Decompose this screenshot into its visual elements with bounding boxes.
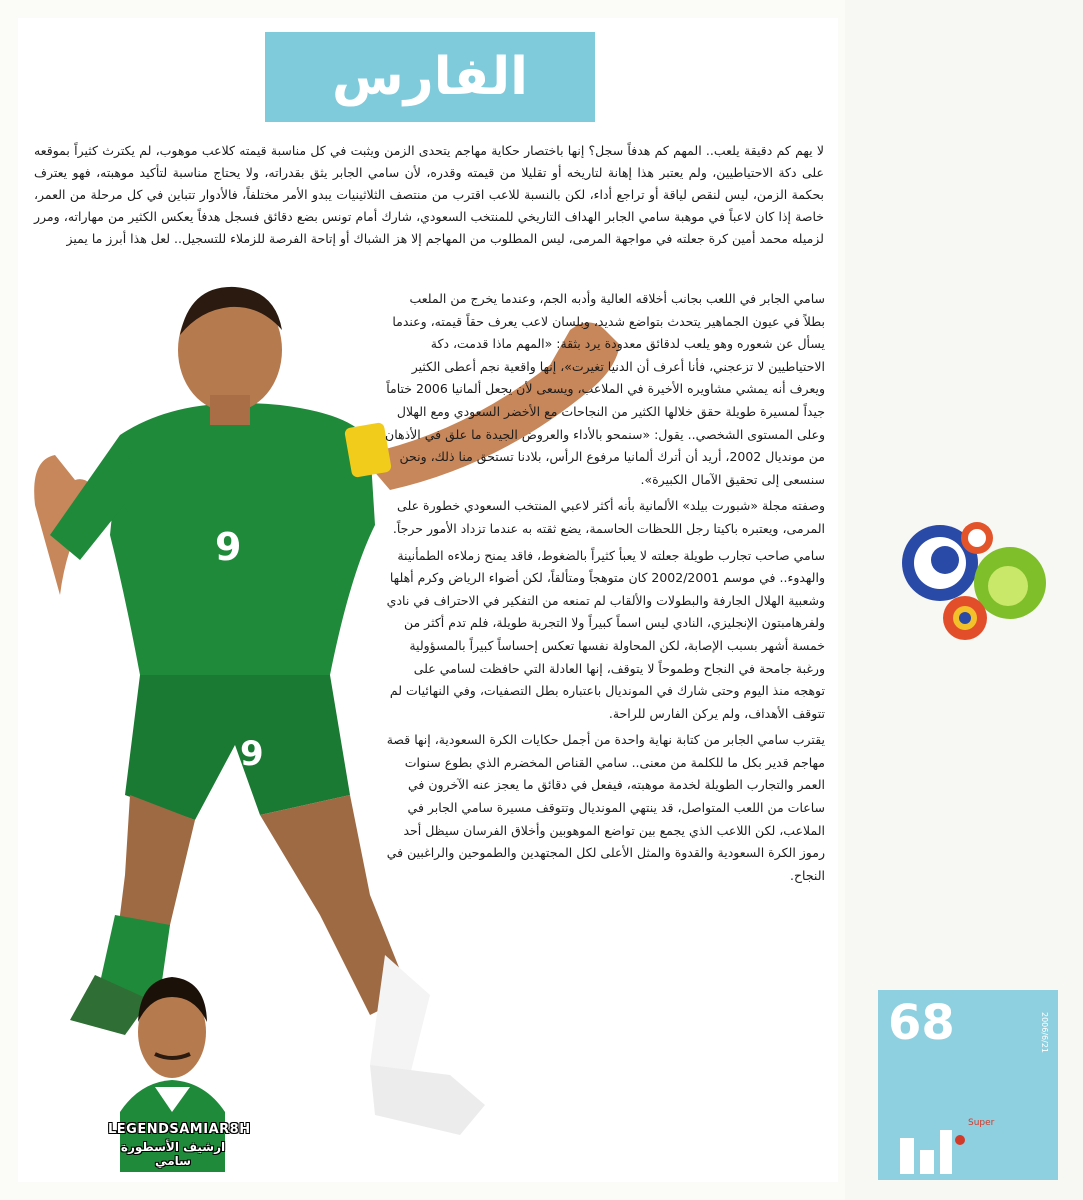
- issue-date: 2006/6/21: [1040, 1012, 1049, 1054]
- archive-badge-english: LEGENDSAMIAR8H: [108, 1122, 251, 1137]
- paragraph-4: يقترب سامي الجابر من كتابة نهاية واحدة من أجمل حكايات الكرة السعودية، إنها قصة مهاجم قدير بكل ما للكلمة من معنى.. سامي القناص المخضرم الذي بطوع سنوات العمر والتجارب الطويلة لخدمة موهبته، فيفعل في دقائق ما يعجز عنه الآخرون في ساعات من اللعب المتواصل، قد ينتهي المونديال وتتوقف مسيرة سامي الجابر في الملاعب، لكن اللاعب الذي يجمع بين تواضع الموهوبين وأخلاق الفرسان سيظل أحد رموز الكرة السعودية والقدوة والمثل الأعلى لكل المجتهدين والطموحين والراغبين في النجاح.: [386, 732, 825, 883]
- paragraph-1: سامي الجابر في اللعب بجانب أخلاقه العالية وأدبه الجم، وعندما يخرج من الملعب بطلاً في عيون الجماهير يتحدث بتواضع شديد، وبلسان لاعب يعرف حقاً قيمته، وعندما يسأل عن شعوره وهو يلعب لدقائق معدودة يرد بثقة: «المهم ماذا قدمت، دكة الاحتياطيين لا تزعجني، فأنا أعرف أن الدنيا تغيرت»، إنها واقعية نجم أعطى الكثير ويعرف أنه يمشي مشاويره الأخيرة في الملاعب، ويسعى لأن يجعل ألمانيا 2006 ختاماً جيداً لمسيرة طويلة حقق خلالها الكثير من النجاحات مع الأخضر السعودي ومع الهلال وعلى المستوى الشخصي.. يقول: «سنمحو بالأداء والعروض الجيدة ما علق في الأذهان من مونديال 2002، أريد أن أترك ألمانيا مرفوع الرأس، بلادنا تستحق منا ذلك، ونحن سنسعى إلى تحقيق الآمال الكبيرة».: [385, 291, 825, 487]
- jersey-number: 9: [215, 525, 242, 569]
- magazine-logo-text: Super: [968, 1118, 995, 1128]
- title-banner: [265, 32, 595, 122]
- article-title: الفارس: [332, 47, 528, 107]
- paragraph-2: وصفته مجلة «شبورت بيلد» الألمانية بأنه أكثر لاعبي المنتخب السعودي خطورة على المرمى، ويعتبره باكيتا رجل اللحظات الحاسمة، يضع ثقته به عندما تزداد الأمور حرجاً.: [392, 498, 825, 536]
- world-cup-logo: [895, 508, 1050, 658]
- archive-badge-arabic: ارشيف الأسطورة سامي: [120, 1140, 226, 1168]
- magazine-logo: [898, 1110, 978, 1176]
- intro-paragraph: لا يهم كم دقيقة يلعب.. المهم كم هدفاً سجل؟ إنها باختصار حكاية مهاجم يتحدى الزمن ويثبت في كل مناسبة قيمته كلاعب موهوب، لم يكترث كثيراً بموقعه على دكة الاحتياطيين، ولم يعتبر هذا إهانة لتاريخه أو تقليلا من قيمته وقدره، لأن سامي الجابر يثق بقدراته، ولا يحتاج مناسبة لتأكيد موهبته، فهو يعترف بحكمة الزمن، ليس لنقص لياقة أو تراجع أداء، لكن بالنسبة للاعب اقترب من منتصف الثلاثينيات يبدو الأمر مختلفاً، فالأدوار تتباين في كل مرحلة من العمر، خاصة إذا كان لاعباً في موهبة سامي الجابر الهداف التاريخي للمنتخب السعودي، شارك أمام تونس بضع دقائق فسجل هدفاً يعكس الكثير من مهاراته، ومرر لزميله محمد أمين كرة جعلته في مواجهة المرمى، ليس المطلوب من المهاجم إلا هز الشباك أو إتاحة الفرصة للزملاء للتسجيل.. لعل هذا أبرز ما يميز: [34, 143, 824, 246]
- paragraph-3: سامي صاحب تجارب طويلة جعلته لا يعبأ كثيراً بالضغوط، فاقد يمنح زملاءه الطمأنينة والهدوء.. في موسم 2002/2001 كان متوهجاً ومتألقاً، لكن أضواء الرياض وكرم أهلها وشعبية الهلال الجارفة والبطولات والألقاب لم تمنعه من التفكير في الاحتراف في نادي ولفرهامبتون الإنجليزي، النادي ليس اسماً كبيراً ولا التجربة طويلة، فلم تدم أكثر من خمسة أشهر بسبب الإصابة، لكن المحاولة نفسها تعكس إحساساً كبيراً بالمسؤولية ورغبة جامحة في النجاح وطموحاً لا يتوقف، إنها العادلة التي حافظت لسامي على توهجه منذ اليوم وحتى شارك في المونديال باعتباره بطل التصفيات، وفي النهائيات لم تتوقف الأهداف، ولم يركن الفارس للراحة.: [386, 547, 825, 721]
- page-number: 68: [888, 995, 955, 1051]
- article-column: [385, 288, 825, 1178]
- shorts-number: 9: [240, 734, 264, 774]
